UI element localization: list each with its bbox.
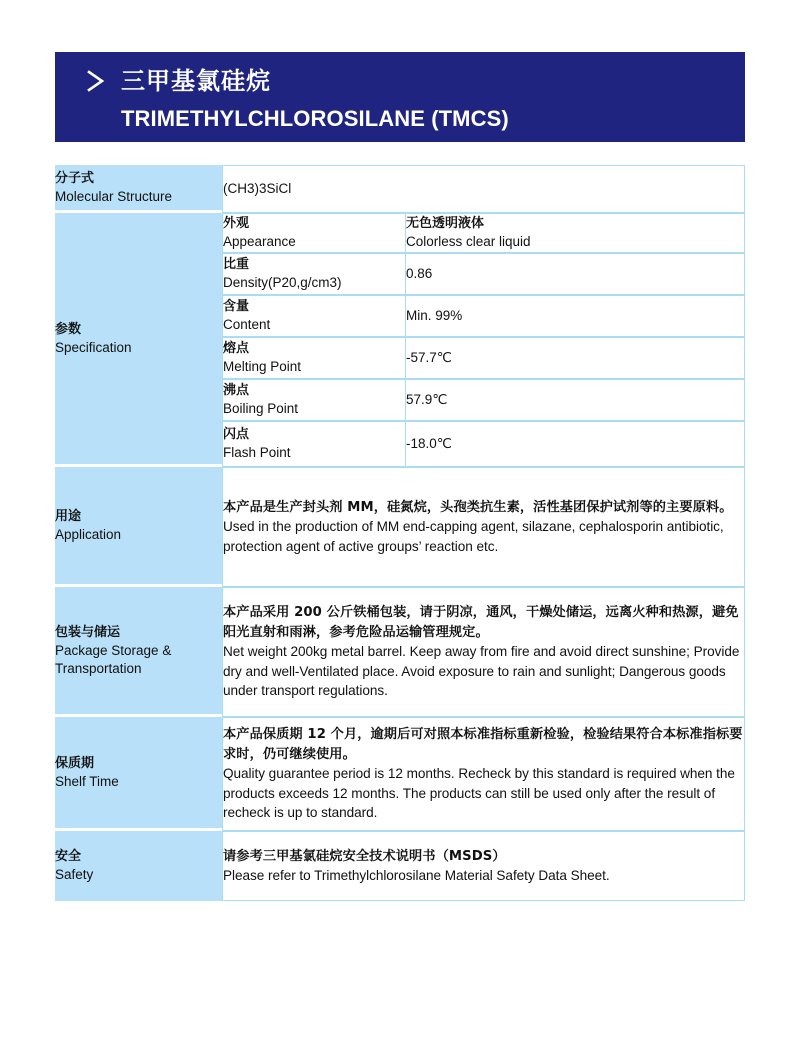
label-cn: 分子式	[55, 170, 95, 186]
spec-key-cn: 含量	[223, 299, 250, 314]
label-en: Shelf Time	[55, 773, 119, 789]
spec-value-en: 0.86	[406, 266, 433, 281]
label-en: Specification	[55, 339, 132, 355]
row-label-safety	[55, 831, 222, 901]
application-text-cn: 本产品是生产封头剂 MM，硅氮烷，头孢类抗生素，活性基团保护试剂等的主要原料。	[223, 499, 733, 515]
label-cn: 保质期	[55, 755, 95, 771]
cell-molecular-structure-value	[222, 165, 745, 213]
label-cn: 包装与储运	[55, 624, 121, 640]
label-en: Package Storage & Transportation	[55, 642, 172, 676]
spec-value-en: Colorless clear liquid	[406, 234, 531, 249]
spec-key-cn: 闪点	[223, 427, 250, 442]
cell-boiling-point-value	[406, 379, 745, 421]
cell-package-storage-text	[222, 587, 745, 717]
label-cn: 安全	[55, 849, 82, 864]
row-label-specification	[55, 213, 222, 467]
spec-key-cn: 外观	[223, 216, 250, 231]
label-en: Safety	[55, 867, 94, 882]
table-row-package-storage	[55, 587, 745, 717]
product-title-en: TRIMETHYLCHLOROSILANE (TMCS)	[121, 106, 509, 131]
spec-value-en: 57.9℃	[406, 392, 448, 407]
cell-shelf-time-text	[222, 717, 745, 831]
cell-content-key	[222, 295, 406, 337]
chevron-right-icon	[85, 68, 107, 94]
product-title-cn: 三甲基氯硅烷	[121, 67, 271, 95]
cell-application-text	[222, 467, 745, 587]
header-title-row	[85, 61, 745, 101]
spec-key-cn: 熔点	[223, 341, 250, 356]
cell-content-value	[406, 295, 745, 337]
row-label-shelf-time	[55, 717, 222, 831]
spec-key-en: Appearance	[223, 234, 296, 249]
table-row-safety	[55, 831, 745, 901]
spec-value-en: Min. 99%	[406, 308, 463, 323]
product-header-banner	[55, 52, 745, 142]
spec-key-en: Boiling Point	[223, 401, 299, 416]
cell-appearance-value	[406, 213, 745, 253]
cell-density-key	[222, 253, 406, 295]
cell-boiling-point-key	[222, 379, 406, 421]
spec-value-en: -57.7℃	[406, 350, 452, 365]
spec-value-en: -18.0℃	[406, 436, 452, 451]
cell-melting-point-key	[222, 337, 406, 379]
label-cn: 参数	[55, 321, 82, 337]
safety-text-cn: 请参考三甲基氯硅烷安全技术说明书（MSDS）	[223, 848, 506, 864]
row-label-application	[55, 467, 222, 587]
application-text-en: Used in the production of MM end-capping agent, silazane, cephalosporin antibiotic, protection agent of active groups’ reaction etc.	[223, 519, 724, 554]
cell-flash-point-value	[406, 421, 745, 467]
cell-flash-point-key	[222, 421, 406, 467]
spec-key-en: Density(P20,g/cm3)	[223, 275, 342, 290]
spec-key-en: Melting Point	[223, 359, 302, 374]
product-specification-table	[55, 165, 745, 901]
label-en: Molecular Structure	[55, 188, 173, 204]
cell-density-value	[406, 253, 745, 295]
label-en: Application	[55, 526, 122, 542]
table-row-application	[55, 467, 745, 587]
table-row-molecular-structure	[55, 165, 745, 213]
cell-melting-point-value	[406, 337, 745, 379]
shelf-time-text-cn: 本产品保质期 12 个月，逾期后可对照本标准指标重新检验，检验结果符合本标准指标要求时，仍可继续使用。	[223, 727, 743, 762]
shelf-time-text-en: Quality guarantee period is 12 months. Recheck by this standard is required when the products exceeds 12 months. The products can still be used only after the result of recheck is up to standard.	[223, 766, 735, 821]
package-storage-text-en: Net weight 200kg metal barrel. Keep away from fire and avoid direct sunshine; Provide dry and well-Ventilated place. Avoid exposure to rain and sunlight; Dangerous goods under transport regulations.	[223, 644, 740, 699]
spec-value-cn: 无色透明液体	[406, 216, 485, 231]
label-cn: 用途	[55, 508, 82, 524]
row-label-molecular-structure	[55, 165, 222, 213]
table-row-appearance	[55, 213, 745, 253]
package-storage-text-cn: 本产品采用 200 公斤铁桶包装，请于阴凉，通风，干燥处储运，远离火种和热源，避免阳光直射和雨淋，参考危险品运输管理规定。	[223, 605, 739, 640]
cell-safety-text	[222, 831, 745, 901]
spec-key-cn: 沸点	[223, 383, 250, 398]
molecular-formula-value: (CH3)3SiCl	[223, 181, 292, 196]
spec-key-en: Content	[223, 317, 271, 332]
row-label-package-storage	[55, 587, 222, 717]
table-row-shelf-time	[55, 717, 745, 831]
cell-appearance-key	[222, 213, 406, 253]
spec-key-cn: 比重	[223, 257, 250, 272]
safety-text-en: Please refer to Trimethylchlorosilane Material Safety Data Sheet.	[223, 868, 610, 883]
spec-key-en: Flash Point	[223, 445, 291, 460]
